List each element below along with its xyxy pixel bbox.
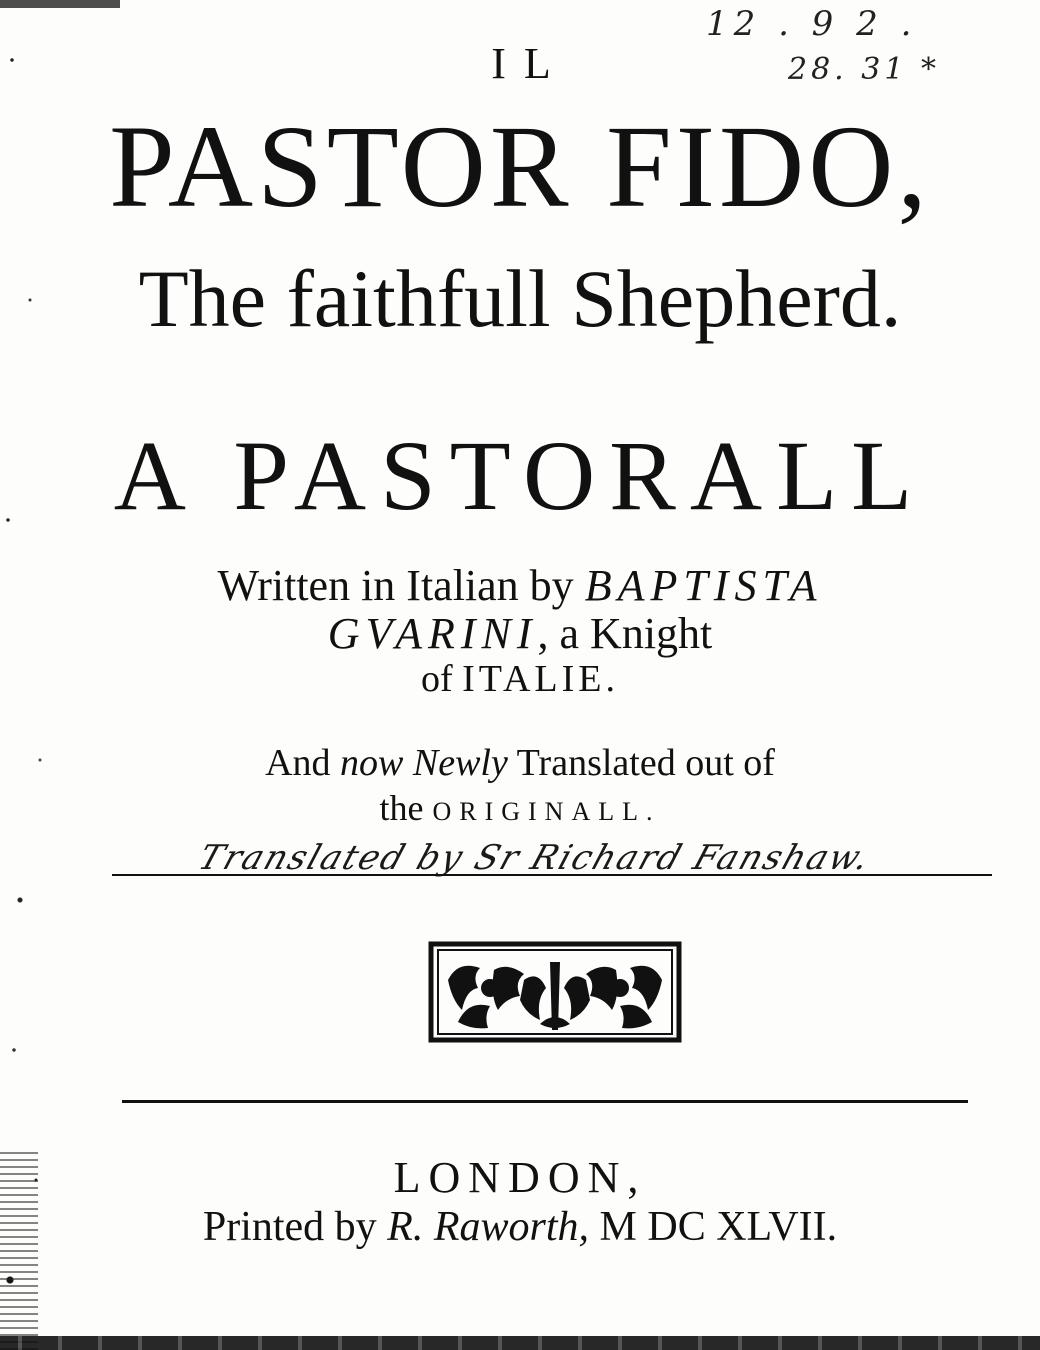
horizontal-rule — [122, 1100, 968, 1103]
shelfmark-annotation-second: 28. 31 * — [788, 52, 940, 87]
translation-line — [0, 744, 1040, 782]
scan-edge-bottom — [0, 1336, 1040, 1350]
of-prefix: of — [421, 658, 463, 700]
title-il: IL — [491, 39, 569, 88]
handwritten-note: Translated by Sr Richard Fanshaw. — [193, 838, 877, 878]
newly-rest: Translated out of — [507, 742, 775, 784]
orig-word: ORIGINALL. — [432, 797, 661, 826]
newly-and: And — [265, 742, 341, 784]
author-suffix: , a Knight — [537, 609, 713, 658]
printer-name: R. Raworth, — [387, 1204, 590, 1250]
main-title: PASTOR FIDO, — [109, 101, 931, 232]
author-last-name: GVARINI — [327, 609, 538, 658]
printed-prefix: Printed by — [202, 1204, 388, 1250]
subtitle: The faithfull Shepherd. — [138, 253, 902, 344]
newly-now: now — [340, 742, 404, 784]
written-prefix: Written in Italian by — [217, 561, 585, 610]
printers-ornament — [428, 940, 682, 1044]
imprint-line — [0, 1206, 1040, 1248]
shelfmark-annotation: 12 . 9 2 . — [706, 4, 918, 44]
imprint-city: LONDON, — [393, 1153, 647, 1202]
handwritten-underline — [112, 874, 992, 876]
genre-heading: A PASTORALL — [113, 420, 927, 531]
country: ITALIE. — [462, 658, 619, 700]
newly-newly: Newly — [403, 742, 508, 784]
author-first-name: BAPTISTA — [584, 561, 823, 610]
orig-prefix: the — [379, 788, 433, 828]
imprint-year: M DC XLVII. — [589, 1204, 838, 1250]
country-line — [0, 660, 1040, 698]
original-line — [0, 790, 1040, 826]
written-by-line — [0, 561, 1040, 610]
author-line — [0, 609, 1040, 658]
